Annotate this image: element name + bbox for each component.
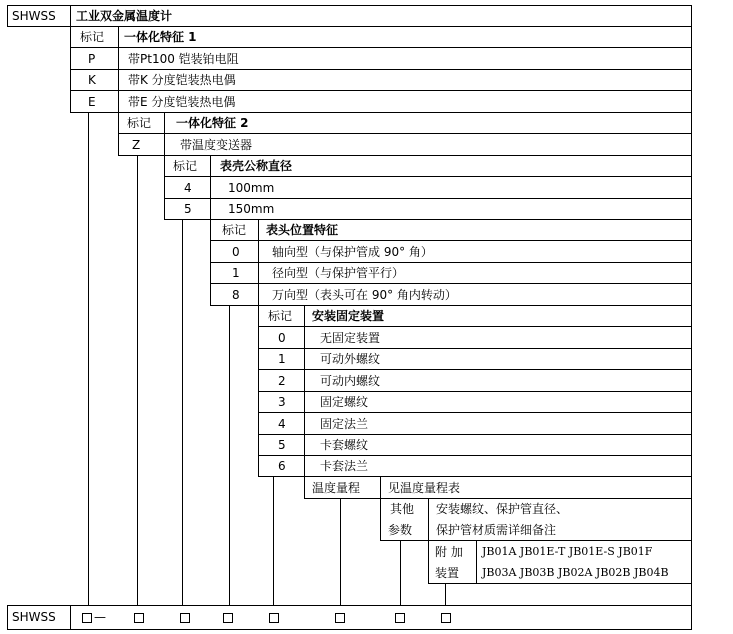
g1-divider bbox=[118, 26, 119, 112]
g1-mark-label: 标记 bbox=[80, 30, 105, 44]
code-box bbox=[269, 613, 279, 623]
g5-line bbox=[258, 412, 692, 413]
g5-divider bbox=[304, 305, 305, 476]
code-box bbox=[223, 613, 233, 623]
footer-dash: — bbox=[94, 610, 106, 624]
footer-bottom-border bbox=[7, 629, 692, 630]
g3-header: 表壳公称直径 bbox=[220, 159, 293, 173]
g3-code: 4 bbox=[184, 181, 192, 195]
g5-code: 5 bbox=[278, 438, 286, 452]
g5-code: 1 bbox=[278, 352, 286, 366]
g5-code: 0 bbox=[278, 331, 286, 345]
g5-desc: 可动内螺纹 bbox=[320, 374, 381, 388]
g5-mark-label: 标记 bbox=[268, 309, 293, 323]
g4-divider bbox=[258, 219, 259, 305]
g3-line bbox=[164, 219, 692, 220]
title-bottom-border bbox=[7, 26, 692, 27]
g5-line bbox=[258, 369, 692, 370]
connector-7 bbox=[400, 540, 401, 605]
accessory-label: 装置 bbox=[435, 566, 460, 580]
g4-desc: 径向型（与保护管平行） bbox=[272, 266, 405, 280]
title-top-border bbox=[7, 5, 692, 6]
range-desc: 见温度量程表 bbox=[388, 481, 461, 495]
range-left-border bbox=[304, 476, 305, 498]
other-desc: 保护管材质需详细备注 bbox=[436, 523, 557, 537]
connector-4 bbox=[229, 305, 230, 605]
code-box bbox=[82, 613, 92, 623]
g4-code: 1 bbox=[232, 266, 240, 280]
g5-code: 3 bbox=[278, 395, 286, 409]
g3-desc: 100mm bbox=[228, 181, 275, 195]
accessory-label: 附 加 bbox=[435, 545, 463, 559]
accessory-codes: JB01A JB01E-T JB01E-S JB01F bbox=[482, 545, 653, 558]
footer-top-border bbox=[7, 605, 692, 606]
g1-desc: 带K 分度铠装热电偶 bbox=[128, 73, 236, 87]
connector-5 bbox=[273, 476, 274, 605]
accessory-codes: JB03A JB03B JB02A JB02B JB04B bbox=[482, 566, 669, 579]
g3-mark-label: 标记 bbox=[173, 159, 198, 173]
connector-6 bbox=[340, 498, 341, 605]
g5-line bbox=[258, 391, 692, 392]
g2-mark-label: 标记 bbox=[127, 116, 152, 130]
g4-line bbox=[210, 283, 692, 284]
code-box bbox=[134, 613, 144, 623]
g2-code: Z bbox=[132, 138, 141, 152]
range-divider bbox=[380, 476, 381, 498]
g4-line bbox=[210, 262, 692, 263]
accessory-line bbox=[428, 583, 692, 584]
right-border bbox=[691, 5, 692, 630]
g5-line bbox=[258, 348, 692, 349]
g2-line bbox=[118, 155, 692, 156]
g5-code: 2 bbox=[278, 374, 286, 388]
g1-code: P bbox=[88, 52, 96, 66]
g2-header: 一体化特征 2 bbox=[176, 116, 249, 130]
g5-desc: 固定螺纹 bbox=[320, 395, 369, 409]
g1-line bbox=[70, 69, 692, 70]
g5-line bbox=[258, 476, 692, 477]
g2-left-border bbox=[118, 112, 119, 155]
other-left-border bbox=[380, 498, 381, 540]
g5-header: 安装固定装置 bbox=[312, 309, 385, 323]
g4-code: 0 bbox=[232, 245, 240, 259]
code-box bbox=[180, 613, 190, 623]
product-title: 工业双金属温度计 bbox=[76, 9, 173, 23]
g3-line bbox=[164, 198, 692, 199]
g4-mark-label: 标记 bbox=[222, 223, 247, 237]
g5-desc: 卡套法兰 bbox=[320, 459, 369, 473]
g4-desc: 万向型（表头可在 90° 角内转动） bbox=[272, 288, 457, 302]
code-box bbox=[335, 613, 345, 623]
g5-left-border bbox=[258, 305, 259, 476]
g5-desc: 固定法兰 bbox=[320, 417, 369, 431]
connector-1 bbox=[88, 112, 89, 605]
g4-line bbox=[210, 240, 692, 241]
g5-code: 6 bbox=[278, 459, 286, 473]
range-line bbox=[304, 498, 692, 499]
g5-desc: 卡套螺纹 bbox=[320, 438, 369, 452]
g2-divider bbox=[164, 112, 165, 155]
g1-desc: 带E 分度铠装热电偶 bbox=[128, 95, 236, 109]
g5-line bbox=[258, 326, 692, 327]
g3-line bbox=[164, 176, 692, 177]
g5-desc: 可动外螺纹 bbox=[320, 352, 381, 366]
connector-3 bbox=[182, 219, 183, 605]
g1-header: 一体化特征 1 bbox=[124, 30, 197, 44]
g5-code: 4 bbox=[278, 417, 286, 431]
g2-desc: 带温度变送器 bbox=[180, 138, 253, 152]
g1-desc: 带Pt100 铠装铂电阻 bbox=[128, 52, 239, 66]
footer-model-code: SHWSS bbox=[12, 610, 56, 624]
g5-line bbox=[258, 455, 692, 456]
other-label: 其他 bbox=[390, 502, 415, 516]
connector-2 bbox=[137, 155, 138, 605]
g4-left-border bbox=[210, 219, 211, 305]
g1-code: E bbox=[88, 95, 96, 109]
accessory-left-border bbox=[428, 540, 429, 583]
g4-desc: 轴向型（与保护管成 90° 角） bbox=[272, 245, 433, 259]
other-divider bbox=[428, 498, 429, 540]
g2-line bbox=[118, 133, 692, 134]
g1-code: K bbox=[88, 73, 96, 87]
g3-code: 5 bbox=[184, 202, 192, 216]
g5-desc: 无固定装置 bbox=[320, 331, 381, 345]
title-left-border bbox=[7, 5, 8, 26]
g1-left-border bbox=[70, 26, 71, 112]
g4-line bbox=[210, 305, 692, 306]
g5-line bbox=[258, 434, 692, 435]
footer-left-border bbox=[7, 605, 8, 629]
range-label: 温度量程 bbox=[312, 481, 361, 495]
footer-divider bbox=[70, 605, 71, 629]
g4-header: 表头位置特征 bbox=[266, 223, 339, 237]
code-box bbox=[441, 613, 451, 623]
code-box bbox=[395, 613, 405, 623]
accessory-divider bbox=[476, 540, 477, 583]
g1-line bbox=[70, 90, 692, 91]
title-divider bbox=[70, 5, 71, 26]
g1-line bbox=[70, 47, 692, 48]
other-desc: 安装螺纹、保护管直径、 bbox=[436, 502, 569, 516]
g3-desc: 150mm bbox=[228, 202, 275, 216]
g3-divider bbox=[210, 155, 211, 219]
g3-left-border bbox=[164, 155, 165, 219]
other-line bbox=[380, 540, 692, 541]
connector-8 bbox=[445, 583, 446, 605]
g4-code: 8 bbox=[232, 288, 240, 302]
other-label: 参数 bbox=[388, 523, 413, 537]
model-code: SHWSS bbox=[12, 9, 56, 23]
